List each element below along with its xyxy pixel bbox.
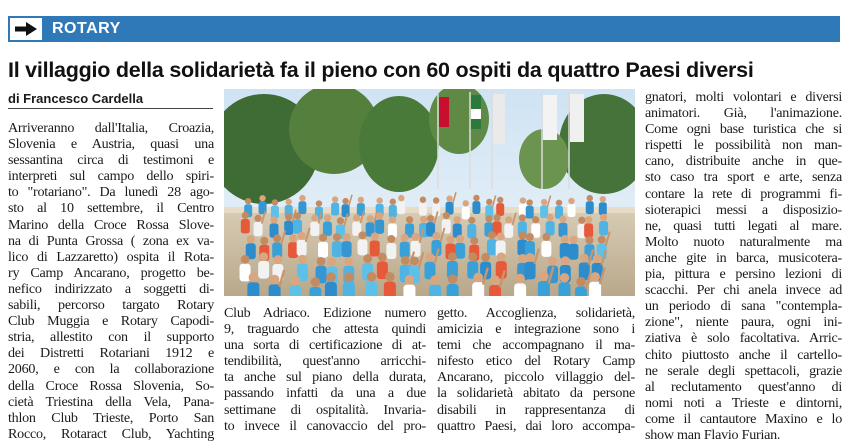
text-line: getto. Accoglienza, solidarietà, xyxy=(437,305,635,321)
person-head xyxy=(299,195,305,201)
person-head xyxy=(493,214,500,221)
person-head xyxy=(389,216,396,223)
person-head xyxy=(580,254,589,263)
person-head xyxy=(468,252,477,261)
person-head xyxy=(541,199,547,205)
person-head xyxy=(456,235,464,243)
text-line: sessantina circa di testimoni e xyxy=(8,152,214,169)
text-line: dei Distretti Rotariani 1912 e xyxy=(8,345,214,362)
person-head xyxy=(289,234,297,242)
text-line: nifesto etico del Rotary Camp xyxy=(437,353,635,370)
text-line: quattro Paesi, dai loro accompa- xyxy=(437,417,635,434)
person-body xyxy=(558,283,570,296)
person-body xyxy=(323,222,332,236)
person-body xyxy=(568,244,578,260)
text-line: pia, pittura e persino lezioni di xyxy=(645,266,842,283)
text-line: 2060, e con la collaborazione xyxy=(8,361,214,378)
person-body xyxy=(258,261,269,279)
text-line: gnatori, molti volontari e diversi xyxy=(645,89,842,105)
person-body xyxy=(366,282,378,296)
person-head xyxy=(390,199,396,205)
person-head xyxy=(448,252,457,261)
person-head xyxy=(259,252,268,261)
text-line: Slovenia e Austria, quasi una xyxy=(8,136,214,153)
text-line: un periodo di sana "contempla- xyxy=(645,298,842,315)
text-line: come il cantautore Maxino e lo xyxy=(645,410,842,427)
article-column-1 xyxy=(8,120,214,442)
person-head xyxy=(319,234,327,242)
person-body xyxy=(567,204,575,217)
person-body xyxy=(429,285,441,296)
person-body xyxy=(400,242,410,258)
text-line: nomi noti a Trieste e dintorni, xyxy=(645,394,842,411)
person-body xyxy=(325,282,337,296)
person-body xyxy=(389,205,397,218)
person-head xyxy=(272,199,278,205)
text-line: ta anche sul piano della durata, xyxy=(224,369,426,386)
person-head xyxy=(488,231,496,239)
person-head xyxy=(463,200,469,206)
person-head xyxy=(401,256,410,265)
text-line: stria, allestito con il supporto xyxy=(8,329,214,346)
person-head xyxy=(587,195,593,201)
text-line: temi che accompagnano il ma- xyxy=(437,337,635,354)
person-head xyxy=(324,214,331,221)
article-column-2 xyxy=(224,305,426,434)
text-line: amicizia e integrazione sono i xyxy=(437,321,635,338)
text-line: passando infatti da una a due xyxy=(224,385,426,402)
text-line: contare la rete di programmi fi- xyxy=(645,185,842,202)
person-head xyxy=(328,258,337,267)
person-head xyxy=(532,216,539,223)
person-head xyxy=(468,217,475,224)
person-body xyxy=(241,219,250,233)
text-line: Ancarano, piccolo villaggio del- xyxy=(437,369,635,386)
person-head xyxy=(291,276,301,286)
text-line: ry Camp Ancarano, progetto be- xyxy=(8,264,214,281)
person-head xyxy=(311,277,321,287)
person-head xyxy=(242,212,249,219)
person-head xyxy=(486,199,492,205)
person-body xyxy=(487,239,497,255)
group-photo xyxy=(224,89,635,296)
person-body xyxy=(331,203,339,216)
text-line: sto caso tra sport e arte, senza xyxy=(645,169,842,186)
text-line: tendibilità, quest'anno arricchi- xyxy=(224,353,426,370)
text-line: anche gite in barca, musicotera- xyxy=(645,249,842,266)
person-head xyxy=(294,212,301,219)
person-body xyxy=(411,241,421,257)
person-head xyxy=(559,216,566,223)
person-head xyxy=(274,255,283,264)
person-head xyxy=(363,254,372,263)
person-head xyxy=(254,215,261,222)
person-head xyxy=(578,217,585,224)
person-head xyxy=(260,237,268,245)
text-line: Marino della Croce Rossa Slove- xyxy=(8,216,214,233)
article-headline: Il villaggio della solidarietà fa il pieno con 60 ospiti da quattro Paesi diversi xyxy=(8,58,754,82)
person-head xyxy=(443,212,450,219)
person-head xyxy=(520,197,526,203)
person-head xyxy=(448,274,458,284)
person-head xyxy=(598,236,606,244)
text-line: al reclutamento quest'anno di xyxy=(645,378,842,395)
person-body xyxy=(342,241,352,257)
person-head xyxy=(600,196,606,202)
person-head xyxy=(270,275,280,285)
person-head xyxy=(432,232,440,240)
person-head xyxy=(285,199,291,205)
person-body xyxy=(541,241,551,257)
person-head xyxy=(358,197,364,203)
person-head xyxy=(285,213,292,220)
person-head xyxy=(548,257,557,266)
person-head xyxy=(420,197,426,203)
person-body xyxy=(254,222,263,236)
person-body xyxy=(288,242,298,258)
person-body xyxy=(504,223,513,237)
person-body xyxy=(297,240,307,256)
text-line: Club Adriaco. Edizione numero xyxy=(224,305,426,321)
person-head xyxy=(473,195,479,201)
person-head xyxy=(376,212,383,219)
person-head xyxy=(273,234,281,242)
person-head xyxy=(518,232,526,240)
text-line: Rocco, Rotaract Club, Yachting xyxy=(8,425,214,442)
person-head xyxy=(454,216,461,223)
person-head xyxy=(446,236,454,244)
person-body xyxy=(586,201,594,214)
person-body xyxy=(289,285,301,296)
person-body xyxy=(584,223,593,237)
article-column-4 xyxy=(645,89,842,443)
text-line: chito piuttosto anche il cartello- xyxy=(645,346,842,363)
article-column-3 xyxy=(437,305,635,434)
text-line: Molto nuoto naturalmente ma xyxy=(645,233,842,250)
person-head xyxy=(343,233,351,241)
person-head xyxy=(556,200,562,206)
text-line: Arriveranno dall'Italia, Croazia, xyxy=(8,120,214,136)
person-head xyxy=(358,231,366,239)
text-line: lico di Lazzaretto) ospita il Rota- xyxy=(8,248,214,265)
person-head xyxy=(576,277,586,287)
person-body xyxy=(309,287,321,296)
person-body xyxy=(558,223,567,237)
person-head xyxy=(298,232,306,240)
person-head xyxy=(401,234,409,242)
person-body xyxy=(384,282,396,296)
text-line: to "rotariano". Da lunedì 28 ago- xyxy=(8,184,214,201)
person-body xyxy=(472,201,480,214)
text-line: thlon Club Trieste, Porto San xyxy=(8,409,214,426)
person-head xyxy=(406,216,413,223)
person-head xyxy=(497,233,505,241)
person-head xyxy=(259,195,265,201)
person-head xyxy=(344,257,353,266)
person-body xyxy=(467,224,476,238)
person-head xyxy=(353,214,360,221)
text-line: na di Punta Grossa ( zona ex va- xyxy=(8,232,214,249)
person-body xyxy=(526,206,534,219)
text-line: ne, quasi tutti legati al mare. xyxy=(645,217,842,234)
person-head xyxy=(426,253,435,262)
person-head xyxy=(561,235,569,243)
section-banner xyxy=(8,16,840,42)
text-line: to invece il canovaccio del pro- xyxy=(224,417,426,434)
person-body xyxy=(332,241,342,257)
person-head xyxy=(342,198,348,204)
person-head xyxy=(519,214,526,221)
person-head xyxy=(590,272,600,282)
person-body xyxy=(599,221,608,235)
person-head xyxy=(387,235,395,243)
person-body xyxy=(525,262,536,280)
person-head xyxy=(298,255,307,264)
person-head xyxy=(560,273,570,283)
person-body xyxy=(293,219,302,233)
person-body xyxy=(318,242,328,258)
person-head xyxy=(585,236,593,244)
text-line: ziativa è solo facoltativa. Arric- xyxy=(645,330,842,347)
person-head xyxy=(326,272,336,282)
person-head xyxy=(561,256,570,265)
person-head xyxy=(515,274,525,284)
person-head xyxy=(490,275,500,285)
person-head xyxy=(385,272,395,282)
person-head xyxy=(526,233,534,241)
person-body xyxy=(462,207,470,220)
text-line: sioterapici messi a disposizio- xyxy=(645,201,842,218)
text-line: 9, traguardo che attesta quindi xyxy=(224,321,426,338)
text-line: rispetti le possibilità non man- xyxy=(645,137,842,154)
person-head xyxy=(542,233,550,241)
person-head xyxy=(371,232,379,240)
person-head xyxy=(485,215,492,222)
person-body xyxy=(247,282,259,296)
person-head xyxy=(367,215,374,222)
person-body xyxy=(386,243,396,259)
text-line: nefico indirizzato a soggetti di- xyxy=(8,280,214,297)
person-body xyxy=(403,285,415,296)
person-body xyxy=(284,221,293,235)
text-line: cano, distribuite anche in que- xyxy=(645,153,842,170)
text-line: disabili in rappresentanza di xyxy=(437,401,635,418)
person-head xyxy=(539,271,549,281)
text-line: della Croce Rossa Slovenia, So- xyxy=(8,377,214,394)
text-line: sto al 10 settembre, il Centro xyxy=(8,200,214,217)
person-head xyxy=(568,198,574,204)
person-head xyxy=(398,195,404,201)
person-body xyxy=(419,203,427,216)
person-head xyxy=(481,253,490,262)
group-photo-illustration xyxy=(224,89,635,296)
person-head xyxy=(378,253,387,262)
person-head xyxy=(569,236,577,244)
text-line: Come ogni base turistica che si xyxy=(645,121,842,138)
person-head xyxy=(547,214,554,221)
person-body xyxy=(343,282,355,296)
person-body xyxy=(397,201,405,214)
person-body xyxy=(342,204,350,217)
person-head xyxy=(270,216,277,223)
person-head xyxy=(526,199,532,205)
text-line: settimane di ospitalità. Invaria- xyxy=(224,401,426,418)
person-head xyxy=(446,195,452,201)
person-body xyxy=(447,284,459,296)
person-head xyxy=(600,214,607,221)
text-line: interpreti sul campo dello spiri- xyxy=(8,168,214,185)
text-line: la solidarietà abitato da persone xyxy=(437,385,635,402)
person-body xyxy=(370,240,380,256)
text-line: cietà Triestina della Vela, Pana- xyxy=(8,393,214,410)
text-line: show man Flavio Furian. xyxy=(645,426,781,443)
person-head xyxy=(376,197,382,203)
person-head xyxy=(405,275,415,285)
person-head xyxy=(317,257,326,266)
person-body xyxy=(310,222,319,236)
person-head xyxy=(427,215,434,222)
person-head xyxy=(497,197,503,203)
person-head xyxy=(526,253,535,262)
text-line: zione", niente paura, ogni ini- xyxy=(645,314,842,331)
person-head xyxy=(585,216,592,223)
text-line: una sorta di certificazione di at- xyxy=(224,337,426,354)
section-label: ROTARY xyxy=(52,20,121,37)
person-head xyxy=(245,198,251,204)
person-head xyxy=(249,273,259,283)
text-line: Club Muggia e Rotary Capodi- xyxy=(8,313,214,330)
person-head xyxy=(311,214,318,221)
person-head xyxy=(333,233,341,241)
person-body xyxy=(599,202,607,215)
person-head xyxy=(593,254,602,263)
text-line: scacchi. Per chi anela invece ad xyxy=(645,282,842,299)
person-head xyxy=(473,273,483,283)
person-body xyxy=(298,201,306,214)
person-head xyxy=(367,272,377,282)
person-head xyxy=(316,200,322,206)
text-line: sabili, percorso targato Rotary xyxy=(8,297,214,314)
person-head xyxy=(518,254,527,263)
person-head xyxy=(344,272,354,282)
text-line: animatori. Già, l'animazione. xyxy=(645,105,842,122)
person-head xyxy=(337,217,344,224)
person-body xyxy=(514,283,526,296)
person-body xyxy=(496,203,504,216)
text-line: ne serale degli spettacoli, grazie xyxy=(645,362,842,379)
person-head xyxy=(470,237,478,245)
person-body xyxy=(538,281,550,296)
arrow-right-icon xyxy=(8,16,44,42)
person-head xyxy=(412,233,420,241)
person-head xyxy=(433,197,439,203)
article-byline: di Francesco Cardella xyxy=(8,91,213,109)
person-body xyxy=(375,219,384,233)
person-head xyxy=(420,216,427,223)
person-head xyxy=(410,257,419,266)
person-head xyxy=(241,255,250,264)
person-body xyxy=(357,239,367,255)
person-head xyxy=(332,196,338,202)
person-head xyxy=(430,275,440,285)
person-head xyxy=(505,216,512,223)
person-head xyxy=(497,252,506,261)
person-head xyxy=(247,235,255,243)
